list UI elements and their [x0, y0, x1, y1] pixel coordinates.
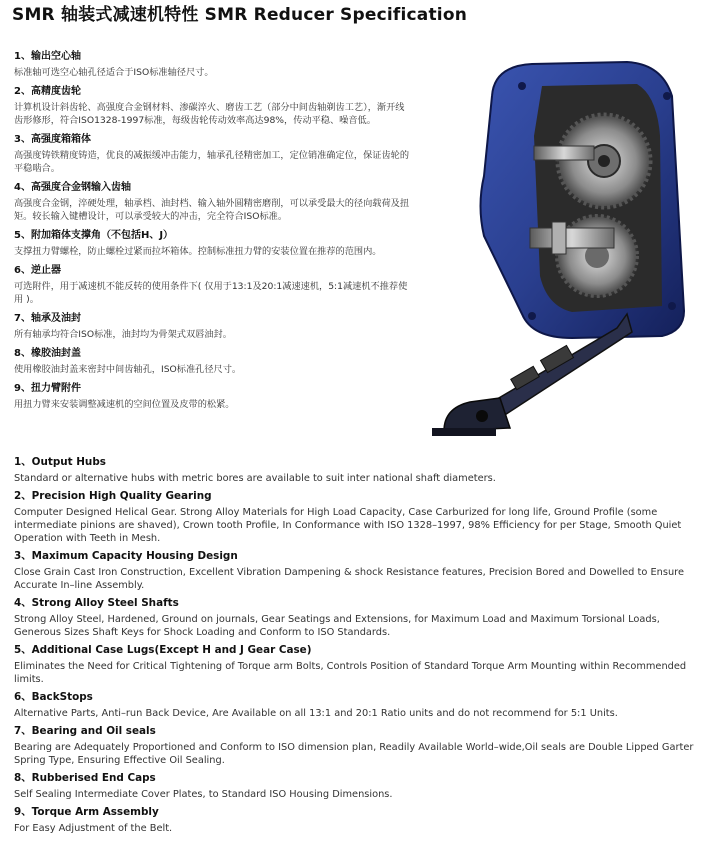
feature-heading: 4、高强度合金钢输入齿轴: [14, 182, 131, 193]
feature-text: 使用橡胶油封盖来密封中间齿轴孔，ISO标准孔径尺寸。: [14, 364, 242, 375]
feature-text: Computer Designed Helical Gear. Strong Alloy Materials for High Load Capacity, Case Carburized for long life, Ground Profile (some intermediate pinions are shaved), Crown tooth Profile, In Conformance with ISO 1328–1997, 98% Efficiency for per Stage, Smooth Quiet Operation with Teeth in Mesh.: [14, 507, 682, 544]
feature-heading: 5、Additional Case Lugs(Except H and J Gear Case): [14, 644, 312, 656]
feature-text: 用扭力臂来安装调整减速机的空间位置及皮带的松紧。: [14, 399, 235, 410]
feature-text: Self Sealing Intermediate Cover Plates, to Standard ISO Housing Dimensions.: [14, 789, 393, 800]
chinese-feature-list: [14, 50, 410, 411]
feature-text: 支撑扭力臂螺栓，防止螺栓过紧而拉坏箱体。控制标准扭力臂的安装位置在推荐的范围内。: [14, 246, 382, 257]
feature-text: 高强度合金钢，淬硬处理，轴承档、油封档、输入轴外圆精密磨削，可以承受最大的径向载荷及扭矩。较长输入键槽设计，可以承受较大的冲击，完全符合ISO标准。: [14, 198, 410, 222]
feature-text: Eliminates the Need for Critical Tightening of Torque arm Bolts, Controls Position of Standard Torque Arm Mounting within Recommended limits.: [14, 661, 687, 685]
feature-heading: 9、Torque Arm Assembly: [14, 806, 159, 818]
list-item: [14, 264, 410, 306]
list-item: [14, 490, 700, 545]
feature-heading: 2、Precision High Quality Gearing: [14, 490, 212, 502]
list-item: [14, 50, 410, 79]
list-item: [14, 347, 410, 376]
feature-heading: 5、附加箱体支撑角（不包括H、J）: [14, 230, 174, 241]
feature-heading: 4、Strong Alloy Steel Shafts: [14, 597, 179, 609]
feature-text: 可选附件，用于减速机不能反转的使用条件下( 仅用于13:1及20:1减速速机，5:1减速机不推荐使用 )。: [14, 281, 408, 305]
english-feature-list: [14, 456, 700, 835]
feature-text: For Easy Adjustment of the Belt.: [14, 823, 173, 834]
list-item: [14, 229, 410, 258]
feature-text: 所有轴承均符合ISO标准，油封均为骨架式双唇油封。: [14, 329, 232, 340]
feature-text: Strong Alloy Steel, Hardened, Ground on journals, Gear Seatings and Extensions, for Maximum Load and Maximum Torsional Loads, Generous Sizes Shaft Keys for Shock Loading and Conform to ISO Standards.: [14, 614, 660, 638]
feature-text: 计算机设计斜齿轮、高强度合金钢材料、渗碳淬火、磨齿工艺（部分中间齿轴剃齿工艺），渐开线齿形修形，符合ISO1328-1997标准，每级齿轮传动效率高达98%，传动平稳、噪音低。: [14, 102, 405, 126]
list-item: [14, 772, 700, 801]
feature-text: Alternative Parts, Anti–run Back Device, Are Available on all 13:1 and 20:1 Ratio units and do not recommend for 5:1 Units.: [14, 708, 618, 719]
list-item: [14, 312, 410, 341]
list-item: [14, 806, 700, 835]
feature-heading: 2、高精度齿轮: [14, 86, 81, 97]
feature-text: Bearing are Adequately Proportioned and Conform to ISO dimension plan, Readily Available World–wide,Oil seals are Double Lipped Garter Spring Type, Ensuring Effective Oil Sealing.: [14, 742, 694, 766]
feature-heading: 8、橡胶油封盖: [14, 348, 81, 359]
list-item: [14, 691, 700, 720]
feature-text: 高强度铸铁精度铸造，优良的减振缓冲击能力，轴承孔径精密加工，定位销准确定位，保证齿轮的平稳啮合。: [14, 150, 410, 174]
feature-heading: 3、Maximum Capacity Housing Design: [14, 550, 238, 562]
feature-heading: 3、高强度箱箱体: [14, 134, 91, 145]
list-item: [14, 725, 700, 767]
list-item: [14, 382, 410, 411]
reducer-product-image: [422, 56, 700, 448]
page-title: SMR 轴装式减速机特性 SMR Reducer Specification: [12, 5, 468, 25]
list-item: [14, 85, 410, 127]
list-item: [14, 456, 700, 485]
list-item: [14, 133, 410, 175]
feature-text: 标准轴可选空心轴孔径适合于ISO标准轴径尺寸。: [14, 67, 214, 78]
list-item: [14, 644, 700, 686]
feature-heading: 8、Rubberised End Caps: [14, 772, 156, 784]
feature-heading: 6、BackStops: [14, 691, 93, 703]
feature-heading: 1、输出空心轴: [14, 51, 81, 62]
feature-heading: 9、扭力臂附件: [14, 383, 81, 394]
feature-heading: 7、轴承及油封: [14, 313, 81, 324]
list-item: [14, 550, 700, 592]
feature-text: Close Grain Cast Iron Construction, Excellent Vibration Dampening & shock Resistance features, Precision Bored and Dowelled to Ensure Accurate In–line Assembly.: [14, 567, 684, 591]
feature-heading: 7、Bearing and Oil seals: [14, 725, 156, 737]
feature-heading: 6、逆止器: [14, 265, 61, 276]
list-item: [14, 181, 410, 223]
feature-text: Standard or alternative hubs with metric bores are available to suit inter national shaft diameters.: [14, 473, 496, 484]
list-item: [14, 597, 700, 639]
feature-heading: 1、Output Hubs: [14, 456, 106, 468]
